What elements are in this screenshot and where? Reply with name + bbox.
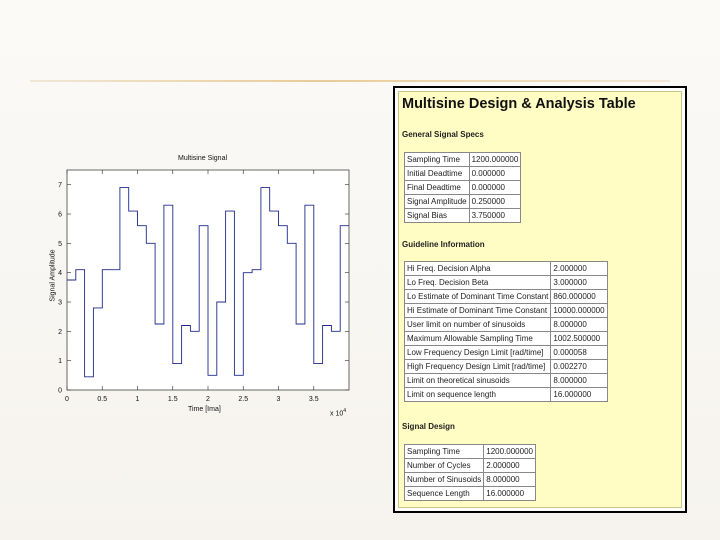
spec-value: 8.000000 [484,473,536,487]
spec-value: 0.000058 [551,346,607,360]
spec-value: 3.750000 [469,209,521,223]
spec-value: 10000.000000 [551,304,607,318]
y-tick-label: 3 [58,299,62,307]
table-row [405,195,521,209]
section-title-guideline: Guideline Information [402,240,485,249]
spec-label: Sampling Time [405,153,470,167]
spec-label: Low Frequency Design Limit [rad/time] [405,346,551,360]
table-row [405,304,608,318]
spec-label: User limit on number of sinusoids [405,318,551,332]
table-row [405,473,536,487]
table-row [405,487,536,501]
x-tick-label: 3.5 [308,396,319,403]
spec-value: 0.250000 [469,195,521,209]
table-row [405,459,536,473]
panel-title: Multisine Design & Analysis Table [402,96,636,112]
table-row [405,276,608,290]
spec-value: 8.000000 [551,318,607,332]
spec-value: 16.000000 [551,388,607,402]
table-row [405,346,608,360]
table-row [405,262,608,276]
spec-value: 8.000000 [551,374,607,388]
y-tick-label: 0 [58,387,62,395]
table-row [405,181,521,195]
table-row [405,388,608,402]
multisine-figure [40,150,360,420]
y-axis-label: Signal Amplitude [49,249,57,302]
x-axis-label: Time [Ima] [188,406,221,413]
spec-value: 1200.000000 [469,153,521,167]
spec-value: 1200.000000 [484,445,536,459]
x-tick-label: 3 [276,396,281,403]
spec-label: Hi Estimate of Dominant Time Constant [405,304,551,318]
x-exponent-base: x 10 [330,410,344,418]
table-row [405,153,521,167]
spec-value: 0.000000 [469,181,521,195]
spec-label: Maximum Allowable Sampling Time [405,332,551,346]
x-tick-label: 0.5 [97,396,108,403]
x-tick-label: 2 [206,396,210,403]
x-tick-label: 1 [135,396,140,403]
x-axis-exponent [330,408,346,417]
spec-label: Initial Deadtime [405,167,470,181]
table-row [405,374,608,388]
spec-value: 16.000000 [484,487,536,501]
section-title-signal-design: Signal Design [402,422,455,431]
x-tick-label: 0 [65,396,69,403]
y-tick-label: 2 [58,328,62,336]
spec-label: Hi Freq. Decision Alpha [405,262,551,276]
spec-label: Sequence Length [405,487,484,501]
guideline-table [404,261,608,402]
chart-title: Multisine Signal [178,155,228,162]
spec-label: Lo Freq. Decision Beta [405,276,551,290]
spec-value: 1002.500000 [551,332,607,346]
spec-value: 0.000000 [469,167,521,181]
spec-label: High Frequency Design Limit [rad/time] [405,360,551,374]
x-tick-label: 1.5 [167,396,178,403]
signal-design-table [404,444,536,501]
spec-label: Signal Amplitude [405,195,470,209]
spec-label: Final Deadtime [405,181,470,195]
spec-value: 860.000000 [551,290,607,304]
y-tick-label: 4 [58,270,62,278]
spec-value: 2.000000 [484,459,536,473]
decorative-rule [30,80,670,82]
x-exponent-power: 4 [343,408,347,414]
x-tick-label: 2.5 [238,396,249,403]
spec-label: Limit on theoretical sinusoids [405,374,551,388]
table-row [405,445,536,459]
table-row [405,332,608,346]
section-title-general: General Signal Specs [402,130,484,139]
table-row [405,167,521,181]
y-tick-label: 5 [58,240,62,248]
table-row [405,360,608,374]
general-specs-table [404,152,521,223]
multisine-plot [40,150,360,420]
spec-value: 3.000000 [551,276,607,290]
spec-value: 2.000000 [551,262,607,276]
spec-label: Limit on sequence length [405,388,551,402]
y-tick-label: 6 [58,211,62,219]
spec-label: Number of Sinusoids [405,473,484,487]
design-table-body [398,91,682,508]
spec-label: Number of Cycles [405,459,484,473]
spec-label: Signal Bias [405,209,470,223]
table-row [405,318,608,332]
y-tick-label: 1 [58,358,62,366]
table-row [405,290,608,304]
spec-label: Lo Estimate of Dominant Time Constant [405,290,551,304]
design-table-panel [393,86,687,513]
spec-label: Sampling Time [405,445,484,459]
y-tick-label: 7 [58,182,62,190]
spec-value: 0.002270 [551,360,607,374]
table-row [405,209,521,223]
